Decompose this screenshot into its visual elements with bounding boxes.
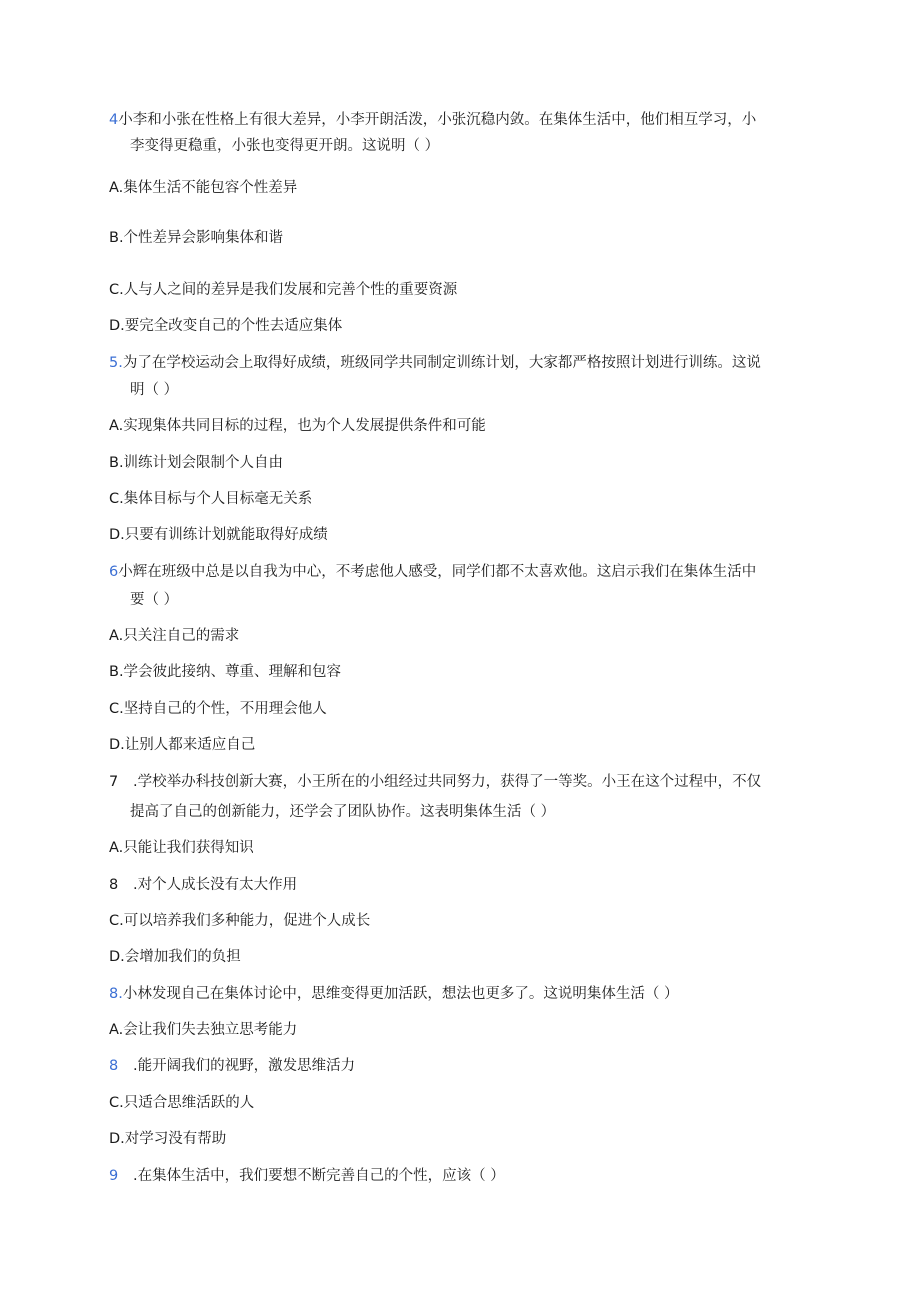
question-7-number: 7 — [109, 774, 119, 790]
question-8-line-1: 8.小林发现自己在集体讨论中，思维变得更加活跃，想法也更多了。这说明集体生活（ ） — [109, 986, 679, 1002]
q5-option-d: D.只要有训练计划就能取得好成绩 — [109, 527, 328, 543]
q5-option-c: C.集体目标与个人目标毫无关系 — [109, 491, 313, 507]
q8-option-b: 8 .能开阔我们的视野，激发思维活力 — [109, 1058, 356, 1074]
question-9-line-1: 9 .在集体生活中，我们要想不断完善自己的个性，应该（ ） — [109, 1168, 505, 1184]
question-8-number: 8. — [109, 986, 123, 1002]
q6-option-a: A.只关注自己的需求 — [109, 628, 240, 644]
question-4-number: 4 — [109, 112, 119, 128]
q4-option-c: C.人与人之间的差异是我们发展和完善个性的重要资源 — [109, 282, 458, 298]
q4-option-d: D.要完全改变自己的个性去适应集体 — [109, 318, 343, 334]
q8-option-a: A.会让我们失去独立思考能力 — [109, 1022, 298, 1038]
question-6-number: 6 — [109, 564, 119, 580]
question-6-line-1: 6小辉在班级中总是以自我为中心，不考虑他人感受，同学们都不太喜欢他。这启示我们在集体生活中 — [109, 564, 757, 580]
q6-option-d: D.让别人都来适应自己 — [109, 737, 256, 753]
question-5-line-1: 5.为了在学校运动会上取得好成绩，班级同学共同制定训练计划，大家都严格按照计划进行训练。这说 — [109, 355, 761, 371]
q4-option-a: A.集体生活不能包容个性差异 — [109, 180, 298, 196]
q4-option-b: B.个性差异会影响集体和谐 — [109, 230, 284, 246]
q7-option-c: C.可以培养我们多种能力，促进个人成长 — [109, 913, 371, 929]
question-7-line-2: 提高了自己的创新能力，还学会了团队协作。这表明集体生活（ ） — [130, 804, 556, 820]
q7-option-d: D.会增加我们的负担 — [109, 949, 241, 965]
question-9-number: 9 — [109, 1168, 119, 1184]
question-5-number: 5. — [109, 355, 123, 371]
q8-option-d: D.对学习没有帮助 — [109, 1131, 227, 1147]
q6-option-c: C.坚持自己的个性，不用理会他人 — [109, 701, 327, 717]
q5-option-a: A.实现集体共同目标的过程，也为个人发展提供条件和可能 — [109, 418, 486, 434]
question-7-line-1: 7 .学校举办科技创新大赛，小王所在的小组经过共同努力，获得了一等奖。小王在这个过程中，不仅 — [109, 774, 762, 790]
question-4-line-2: 李变得更稳重，小张也变得更开朗。这说明（ ） — [130, 138, 440, 154]
q6-option-b: B.学会彼此接纳、尊重、理解和包容 — [109, 664, 342, 680]
q7-option-a: A.只能让我们获得知识 — [109, 840, 254, 856]
q8-option-c: C.只适合思维活跃的人 — [109, 1095, 255, 1111]
q7-option-b: 8 .对个人成长没有太大作用 — [109, 877, 298, 893]
question-4-line-1: 4小李和小张在性格上有很大差异，小李开朗活泼，小张沉稳内敛。在集体生活中，他们相互学习，小 — [109, 112, 757, 128]
question-6-line-2: 要（ ） — [130, 592, 179, 608]
q5-option-b: B.训练计划会限制个人自由 — [109, 455, 284, 471]
question-5-line-2: 明（ ） — [130, 382, 179, 398]
